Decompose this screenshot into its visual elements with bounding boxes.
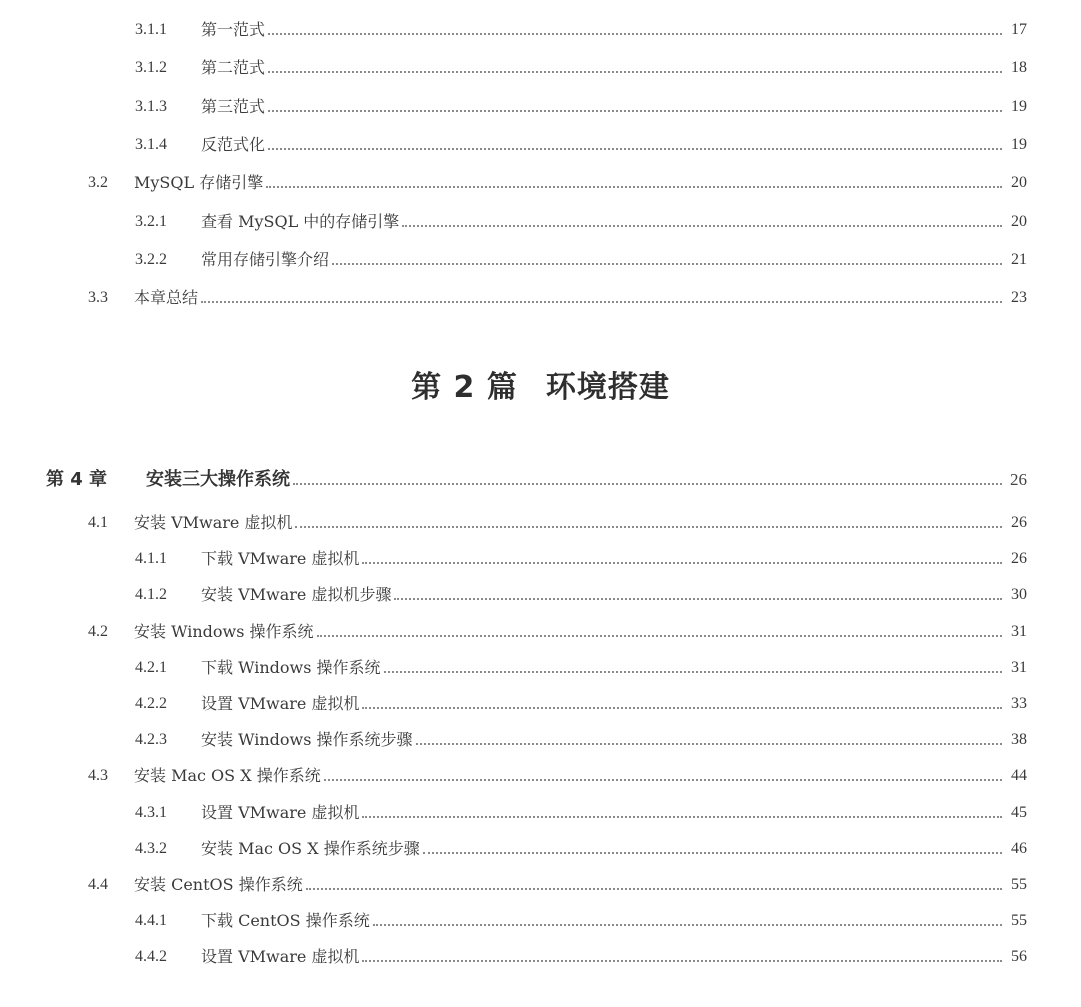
toc-entry-sub[interactable] [135,56,1027,80]
part-title: 环境搭建 [545,370,670,405]
entry-page-number: 18 [1011,59,1027,77]
entry-page-number: 26 [1011,514,1027,531]
toc-entry-sub[interactable] [135,248,1027,272]
entry-number: 4.4 [88,876,108,893]
entry-page-number: 26 [1011,550,1027,568]
entry-title: 安装 VMware 虚拟机步骤 [201,585,392,605]
dot-leader [384,671,1002,673]
entry-title: 安装 Mac OS X 操作系统 [134,766,321,786]
dot-leader [201,301,1002,303]
toc-entry-sub[interactable] [135,95,1027,119]
entry-page-number: 45 [1011,803,1027,821]
dot-leader [362,816,1002,818]
entry-number: 4.2.2 [135,695,167,712]
entry-title: 安装 Mac OS X 操作系统步骤 [201,838,420,858]
entry-page-number: 31 [1011,622,1027,640]
dot-leader [362,707,1002,709]
entry-page-number: 46 [1011,839,1027,857]
dot-leader [362,562,1002,564]
dot-leader [293,483,1002,485]
toc-entry-sub[interactable] [135,583,1027,607]
entry-title: 安装 VMware 虚拟机 [134,513,293,532]
entry-number: 4.1.1 [135,550,167,568]
toc-entry-sub[interactable] [135,692,1027,716]
entry-page-number: 20 [1011,212,1027,230]
entry-page-number: 44 [1011,767,1027,785]
entry-page-number: 30 [1011,586,1027,604]
entry-number: 4.4.2 [135,948,167,966]
entry-number: 3.1.2 [135,59,167,77]
entry-page-number: 17 [1011,21,1027,38]
entry-number: 4.3 [88,767,108,785]
entry-title: 第三范式 [201,96,266,116]
entry-number: 第 4 章 [46,469,108,490]
toc-entry-sub[interactable] [135,210,1027,234]
toc-entry-sub[interactable] [135,133,1027,157]
entry-title: 安装 Windows 操作系统 [134,621,314,641]
toc-entry-sub[interactable] [135,945,1027,969]
toc-entry-sub[interactable] [135,728,1027,752]
toc-entry-sub[interactable] [135,801,1027,825]
cropped-heading-fragment [136,0,336,6]
dot-leader [394,598,1002,600]
entry-number: 3.2.1 [135,212,167,230]
entry-number: 3.3 [88,289,108,307]
dot-leader [362,960,1002,962]
entry-page-number: 33 [1011,695,1027,712]
entry-title: 反范式化 [201,134,266,154]
entry-page-number: 23 [1011,289,1027,307]
toc-entry-section[interactable] [88,171,1027,195]
dot-leader [268,110,1002,112]
entry-number: 4.4.1 [135,912,167,930]
dot-leader [332,263,1002,265]
dot-leader [268,148,1002,150]
toc-entry-section[interactable] [88,873,1027,897]
entry-number: 4.2.1 [135,658,167,676]
entry-title: 常用存储引擎介绍 [201,249,330,269]
entry-page-number: 19 [1011,135,1027,153]
entry-title: 安装三大操作系统 [146,469,290,490]
entry-title: 设置 VMware 虚拟机 [201,947,360,967]
dot-leader [373,924,1002,926]
entry-title: 本章总结 [134,288,199,308]
dot-leader [295,526,1002,528]
entry-number: 4.2 [88,622,108,640]
toc-entry-sub[interactable] [135,18,1027,42]
dot-leader [306,888,1002,890]
entry-number: 4.1 [88,514,108,531]
entry-title: 第一范式 [201,20,266,39]
dot-leader [324,779,1002,781]
entry-title: MySQL 存储引擎 [134,173,264,193]
dot-leader [266,186,1002,188]
dot-leader [268,71,1002,73]
dot-leader [317,635,1002,637]
toc-entry-section[interactable] [88,286,1027,310]
toc-entry-chapter[interactable] [46,468,1027,492]
entry-number: 3.2.2 [135,250,167,268]
dot-leader [402,225,1002,227]
entry-number: 4.3.2 [135,839,167,857]
toc-entry-sub[interactable] [135,837,1027,861]
entry-page-number: 55 [1011,876,1027,893]
entry-number: 4.3.1 [135,803,167,821]
dot-leader [423,852,1002,854]
entry-title: 设置 VMware 虚拟机 [201,694,360,713]
entry-number: 3.2 [88,174,108,192]
entry-title: 安装 CentOS 操作系统 [134,875,303,894]
entry-page-number: 38 [1011,731,1027,749]
entry-title: 第二范式 [201,58,266,78]
toc-entry-sub[interactable] [135,547,1027,571]
entry-number: 4.2.3 [135,731,167,749]
part-heading [0,362,1081,406]
entry-page-number: 19 [1011,97,1027,115]
toc-entry-section[interactable] [88,620,1027,644]
entry-title: 安装 Windows 操作系统步骤 [201,730,413,750]
toc-entry-section[interactable] [88,764,1027,788]
entry-page-number: 26 [1010,470,1027,489]
entry-title: 下载 Windows 操作系统 [201,657,381,677]
toc-entry-section[interactable] [88,511,1027,535]
entry-page-number: 56 [1011,948,1027,966]
entry-number: 3.1.4 [135,135,167,153]
part-label: 第 2 篇 [411,370,518,405]
toc-entry-sub[interactable] [135,909,1027,933]
entry-number: 4.1.2 [135,586,167,604]
entry-title: 查看 MySQL 中的存储引擎 [201,211,400,231]
toc-entry-sub[interactable] [135,656,1027,680]
entry-number: 3.1.1 [135,21,167,38]
entry-page-number: 21 [1011,250,1027,268]
entry-page-number: 31 [1011,658,1027,676]
entry-title: 下载 VMware 虚拟机 [201,549,360,569]
dot-leader [268,33,1002,35]
entry-title: 设置 VMware 虚拟机 [201,802,360,822]
entry-page-number: 20 [1011,174,1027,192]
entry-title: 下载 CentOS 操作系统 [201,911,370,931]
entry-number: 3.1.3 [135,97,167,115]
dot-leader [416,743,1002,745]
entry-page-number: 55 [1011,912,1027,930]
